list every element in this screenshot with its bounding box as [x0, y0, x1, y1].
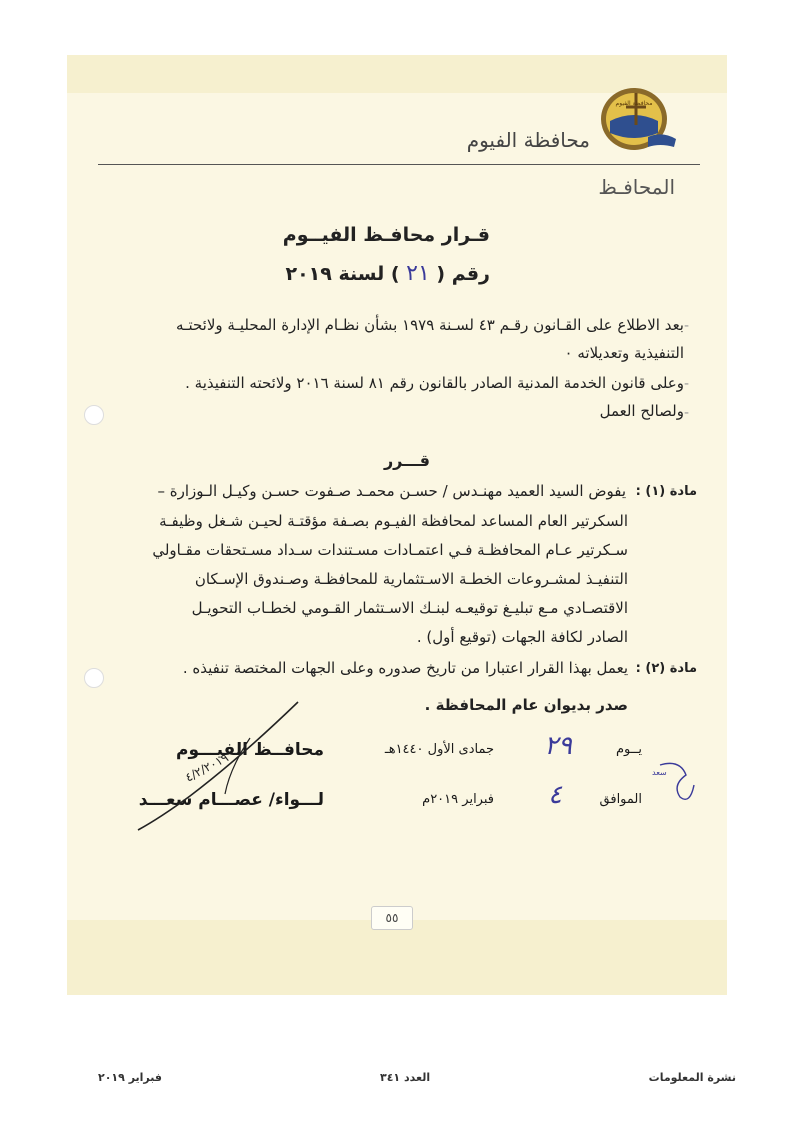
article-1-label: مادة (١) : [635, 484, 697, 499]
bullet-marker: - [684, 405, 690, 421]
article-1-line: السكرتير العام المساعد لمحافظة الفيـوم بصـفة مؤقتـة لحيـن شـغل وظيفـة [159, 512, 628, 530]
footer-publication: نشرة المعلومات [648, 1071, 736, 1084]
initials-mark [650, 755, 700, 810]
article-1-line: الصادر لكافة الجهات (توقيع أول) . [416, 628, 628, 646]
bullet-marker: - [684, 318, 690, 334]
article-2-text: يعمل بهذا القرار اعتبارا من تاريخ صدوره وعلى الجهات المختصة تنفيذه . [182, 659, 628, 677]
signature-date: ٤/٢/٢٠١٩ [182, 750, 231, 785]
footer-issue: العدد ٣٤١ [380, 1071, 431, 1084]
decree-number [250, 261, 490, 286]
decided-heading: قـــرر [383, 451, 430, 470]
punch-hole [84, 668, 104, 688]
emblem-text: محافظة الفيوم [615, 100, 653, 107]
article-2-label: مادة (٢) : [635, 661, 697, 676]
article-1-line: التنفيـذ لمشـروعات الخطـة الاسـتثمارية للمحافظـة وصـندوق الإسـكان [194, 570, 628, 588]
day-value: ٢٩ [544, 731, 572, 761]
signatory-name: لـــواء/ عصـــام سعـــد [138, 790, 324, 810]
preamble-line: ولصالح العمل [599, 402, 684, 420]
day-label: يــوم [616, 742, 642, 757]
initials-text: سعد [652, 768, 667, 777]
footer-date: فبراير ٢٠١٩ [98, 1071, 162, 1084]
handwritten-signature [130, 698, 305, 838]
punch-hole [84, 405, 104, 425]
bottom-band [67, 920, 727, 995]
preamble-line: التنفيذية وتعديلاته ٠ [564, 344, 684, 362]
article-1-line: سـكرتير عـام المحافظـة فـي اعتمـادات مسـتندات سـداد مسـتحقات مقـاولي [152, 541, 628, 559]
decree-number-suffix: ) لسنة ٢٠١٩ [285, 263, 400, 285]
issued-line: صدر بديوان عام المحافظة . [424, 696, 628, 714]
page-number: ٥٥ [371, 906, 413, 930]
header-divider [98, 164, 700, 165]
gregorian-date: فبراير ٢٠١٩م [422, 792, 494, 807]
preamble-line: بعد الاطلاع على القـانون رقـم ٤٣ لسـنة ١٩٧٩ بشأن نظـام الإدارة المحليـة ولائحتـه [176, 316, 684, 334]
office-title: المحافـظ [598, 175, 675, 199]
article-1-line: الاقتصـادي مـع تبليـغ توقيعـه لبنـك الاسـتثمار القـومي لخطـاب التحويـل [191, 599, 628, 617]
governorate-emblem [596, 85, 678, 155]
hijri-date: جمادى الأول ١٤٤٠هـ [384, 742, 494, 757]
signatory-title: محافــظ الفيـــوم [176, 740, 324, 760]
decree-number-value: ٢١ [406, 261, 430, 286]
article-1-line: يفوض السيد العميد مهنـدس / حسـن محمـد صـفوت حسـن وكيـل الـوزارة – [157, 482, 626, 500]
preamble-line: وعلى قانون الخدمة المدنية الصادر بالقانون رقم ٨١ لسنة ٢٠١٦ ولائحته التنفيذية . [185, 374, 684, 392]
bullet-marker: - [684, 376, 690, 392]
governorate-name: محافظة الفيوم [466, 128, 590, 152]
muwafiq-label: الموافق [599, 792, 642, 807]
decree-number-prefix: رقم ( [436, 263, 490, 285]
gregorian-day: ٤ [548, 780, 562, 810]
decree-title: قـرار محافـظ الفيــوم [282, 224, 490, 246]
